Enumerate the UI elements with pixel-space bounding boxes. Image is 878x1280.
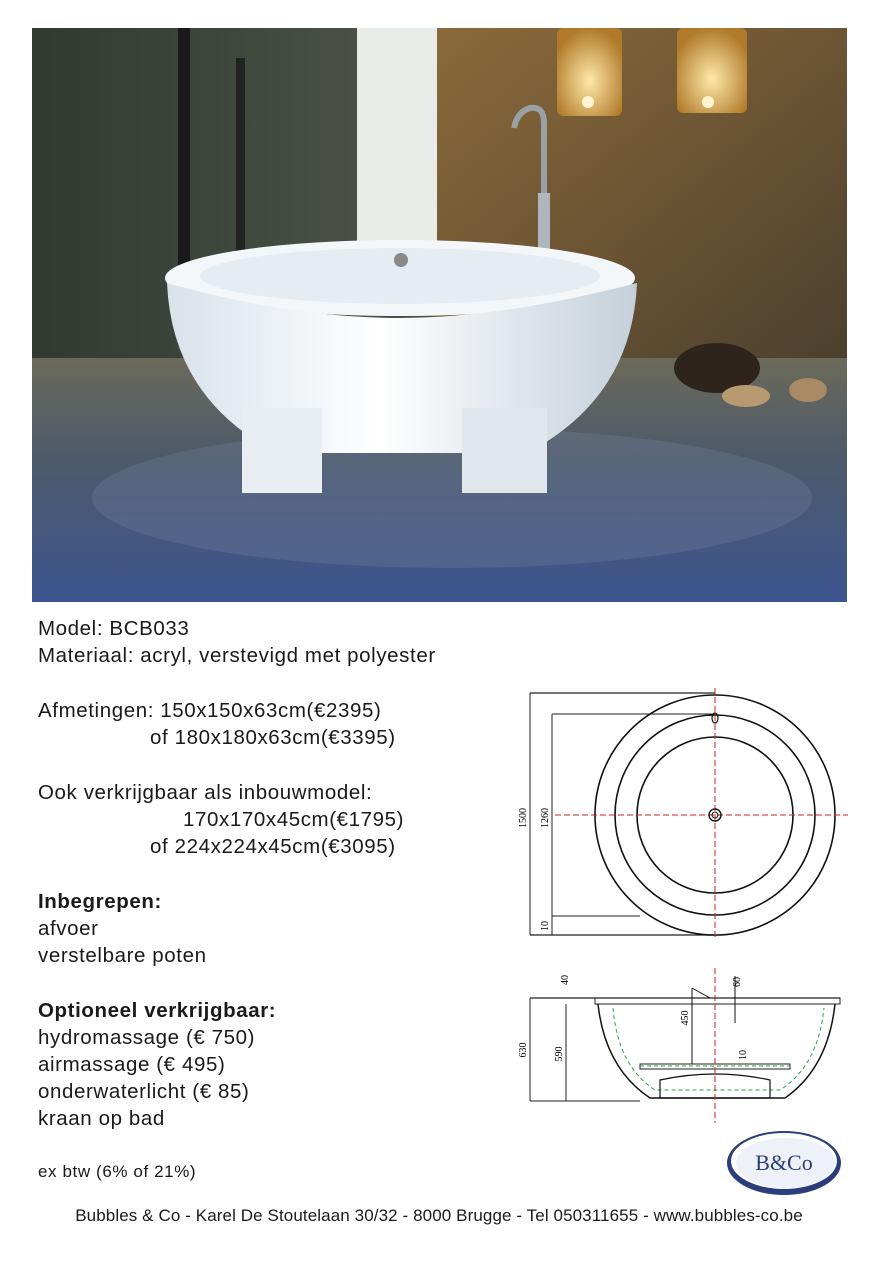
dim-body: 590: [554, 1046, 565, 1062]
logo-text: B&Co: [755, 1150, 813, 1175]
builtin-heading: Ook verkrijgbaar als inbouwmodel:: [38, 781, 373, 804]
side-view-drawing: [510, 968, 850, 1128]
dim-overflow: 60: [732, 977, 743, 987]
included-heading: Inbegrepen:: [38, 890, 162, 913]
optional-item: airmassage (€ 495): [38, 1053, 226, 1076]
optional-item: kraan op bad: [38, 1107, 165, 1130]
vat-note: ex btw (6% of 21%): [38, 1162, 197, 1181]
builtin-line-1: 170x170x45cm(€1795): [183, 808, 405, 831]
dim-rim: 40: [560, 975, 571, 985]
company-logo: [724, 1128, 844, 1198]
builtin-line-2: of 224x224x45cm(€3095): [150, 835, 396, 858]
dim-total: 630: [518, 1042, 529, 1058]
optional-item: onderwaterlicht (€ 85): [38, 1080, 250, 1103]
dim-inner: 1260: [540, 808, 551, 828]
dim-depth: 450: [680, 1010, 691, 1026]
dimensions-line-2: of 180x180x63cm(€3395): [150, 726, 396, 749]
dim-drain: 10: [738, 1050, 749, 1060]
dimensions-line-1: Afmetingen: 150x150x63cm(€2395): [38, 699, 382, 722]
included-item: verstelbare poten: [38, 944, 207, 967]
model-line: Model: BCB033: [38, 617, 190, 640]
top-view-drawing: [510, 688, 850, 938]
dim-total: 1500: [518, 808, 529, 828]
optional-item: hydromassage (€ 750): [38, 1026, 256, 1049]
included-item: afvoer: [38, 917, 99, 940]
optional-heading: Optioneel verkrijgbaar:: [38, 999, 277, 1022]
material-line: Materiaal: acryl, verstevigd met polyester: [38, 644, 436, 667]
product-photo: [32, 28, 847, 602]
dim-rim: 10: [540, 921, 551, 931]
footer-address: Bubbles & Co - Karel De Stoutelaan 30/32 - 8000 Brugge - Tel 050311655 - www.bubbles-co.be: [75, 1206, 803, 1225]
